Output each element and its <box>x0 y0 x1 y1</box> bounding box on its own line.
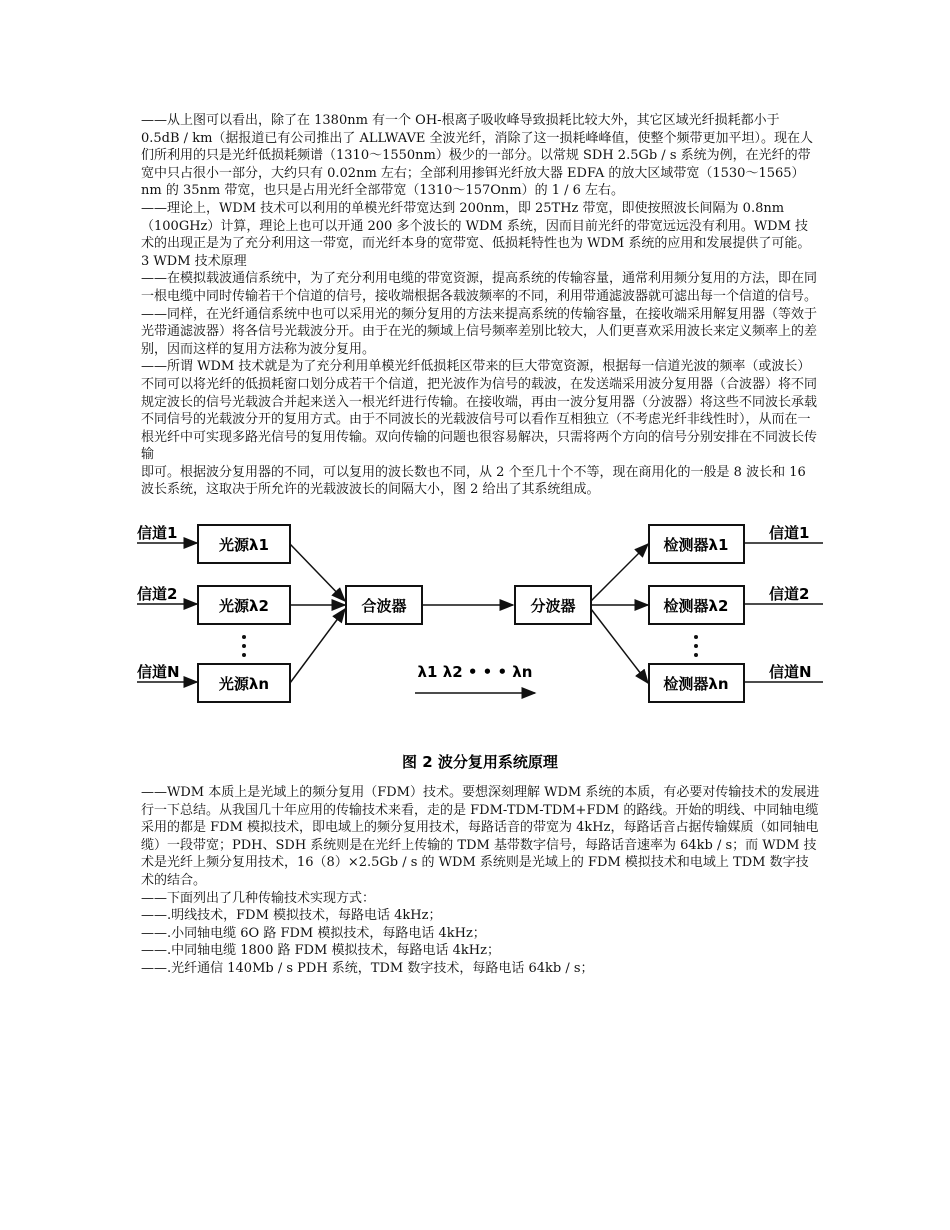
text-block-top <box>141 112 821 499</box>
paragraph-analog-carrier: ——在模拟载波通信系统中，为了充分利用电缆的带宽资源，提高系统的传输容量，通常利用频分复用的方法，即在同一根电缆中同时传输若干个信道的信号，接收端根据各载波频率的不同，利用带通滤波器就可滤出每一个信道的信号。 <box>141 271 818 304</box>
list-item: ——.明线技术，FDM 模拟技术，每路电话 4kHz； <box>141 908 442 924</box>
section-heading: 3 WDM 技术原理 <box>141 253 247 269</box>
right-channel-label-2: 信道2 <box>769 585 810 604</box>
source-to-mux-n <box>290 609 345 683</box>
diagram-canvas <box>135 509 825 784</box>
wavelength-list: λ1 λ2 • • • λn <box>417 663 533 682</box>
right-channel-label-n: 信道N <box>769 663 812 682</box>
multiplexer-label: 合波器 <box>361 597 407 616</box>
detector-label-n: 检测器λn <box>663 675 729 694</box>
wdm-system-diagram <box>135 509 825 784</box>
ellipsis-dot <box>242 644 246 648</box>
source-label-n: 光源λn <box>218 675 270 694</box>
detector-label-2: 检测器λ2 <box>663 597 729 616</box>
list-item: ——.小同轴电缆 6O 路 FDM 模拟技术，每路电话 4kHz； <box>141 925 486 941</box>
ellipsis-dot <box>694 653 698 657</box>
list-item: ——.光纤通信 140Mb / s PDH 系统，TDM 数字技术，每路电话 64kb / s； <box>141 961 594 976</box>
paragraph-bandwidth-theory: ——理论上，WDM 技术可以利用的单模光纤带宽达到 200nm，即 25THz 带宽，即使按照波长间隔为 0.8nm（100GHz）计算，理论上也可以开通 200 多个波长的 WDM 系统，因而目前光纤的带宽远远没有利用。WDM 技术的出现正是为了充分利用这一带宽，而光纤本身的宽带宽、低损耗特性也为 WDM 系统的应用和发展提供了可能。 <box>141 200 811 252</box>
paragraph-optical-fdm: ——同样，在光纤通信系统中也可以采用光的频分复用的方法来提高系统的传输容量，在接收端采用解复用器（等效于光带通滤波器）将各信号光载波分开。由于在光的频域上信号频率差别比较大，人们更喜欢采用波长来定义频率上的差别，因而这样的复用方法称为波分复用。 <box>141 306 818 357</box>
document-page <box>137 112 821 978</box>
left-channel-label-1: 信道1 <box>137 524 178 543</box>
ellipsis-dot <box>242 653 246 657</box>
source-label-2: 光源λ2 <box>219 597 269 616</box>
list-intro: ——下面列出了几种传输技术实现方式： <box>141 890 376 906</box>
ellipsis-dot <box>242 635 246 639</box>
paragraph-wdm-definition: ——所谓 WDM 技术就是为了充分利用单模光纤低损耗区带来的巨大带宽资源，根据每一信道光波的频率（或波长）不同可以将光纤的低损耗窗口划分成若干个信道，把光波作为信号的载波，在发送端采用波分复用器（合波器）将不同规定波长的信号光载波合并起来送入一根光纤进行传输。在接收端，再由一波分复用器（分波器）将这些不同波长承载不同信号的光载波分开的复用方式。由于不同波长的光载波信号可以看作互相独立（不考虑光纤非线性时），从而在一根光纤中可实现多路光信号的复用传输。双向传输的问题也很容易解决，只需将两个方向的信号分别安排在不同波长传输 <box>141 359 818 463</box>
demux-to-detector-1 <box>591 544 648 601</box>
source-to-mux-1 <box>290 544 345 601</box>
left-channel-label-2: 信道2 <box>137 585 178 604</box>
text-block-bottom <box>141 784 821 978</box>
figure-caption: 图 2 波分复用系统原理 <box>402 753 558 772</box>
paragraph-wdm-essence: ——WDM 本质上是光域上的频分复用（FDM）技术。要想深刻理解 WDM 系统的本质，有必要对传输技术的发展进行一下总结。从我国几十年应用的传输技术来看，走的是 FDM-TDM-TDM+FDM 的路线。开始的明线、中同轴电缆采用的都是 FDM 模拟技术，即电域上的频分复用技术，每路话音的带宽为 4kHz，每路话音占据传输媒质（如同轴电缆）一段带宽；PDH、SDH 系统则是在光纤上传输的 TDM 基带数字信号，每路话音速率为 64kb / s；而 WDM 技术是光纤上频分复用技术，16（8）×2.5Gb / s 的 WDM 系统则是光域上的 FDM 模拟技术和电域上 TDM 数字技术的结合。 <box>141 785 820 889</box>
paragraph-loss-spectrum: ——从上图可以看出，除了在 1380nm 有一个 OH-根离子吸收峰导致损耗比较大外，其它区域光纤损耗都小于 0.5dB / km（据报道已有公司推出了 ALLWAVE 全波光纤，消除了这一损耗峰峰值，使整个频带更加平坦）。现在人们所利用的只是光纤低损耗频谱（1310～1550nm）极少的一部分。以常规 SDH 2.5Gb / s 系统为例，在光纤的带宽中只占很小一部分，大约只有 0.02nm 左右；全部利用掺铒光纤放大器 EDFA 的放大区域带宽（1530～1565）nm 的 35nm 带宽，也只是占用光纤全部带宽（1310～157Onm）的 1 / 6 左右。 <box>141 113 814 199</box>
ellipsis-dot <box>694 644 698 648</box>
demux-to-detector-n <box>591 609 648 683</box>
left-channel-label-n: 信道N <box>137 663 180 682</box>
list-item: ——.中同轴电缆 1800 路 FDM 模拟技术，每路电话 4kHz； <box>141 943 500 959</box>
right-channel-label-1: 信道1 <box>769 524 810 543</box>
source-label-1: 光源λ1 <box>219 536 269 555</box>
demultiplexer-label: 分波器 <box>530 597 576 616</box>
paragraph-wavelength-count: 即可。根据波分复用器的不同，可以复用的波长数也不同，从 2 个至几十个不等，现在商用化的一般是 8 波长和 16 波长系统，这取决于所允许的光载波波长的间隔大小，图 2 给出了其系统组成。 <box>141 464 806 498</box>
detector-label-1: 检测器λ1 <box>663 536 729 555</box>
ellipsis-dot <box>694 635 698 639</box>
